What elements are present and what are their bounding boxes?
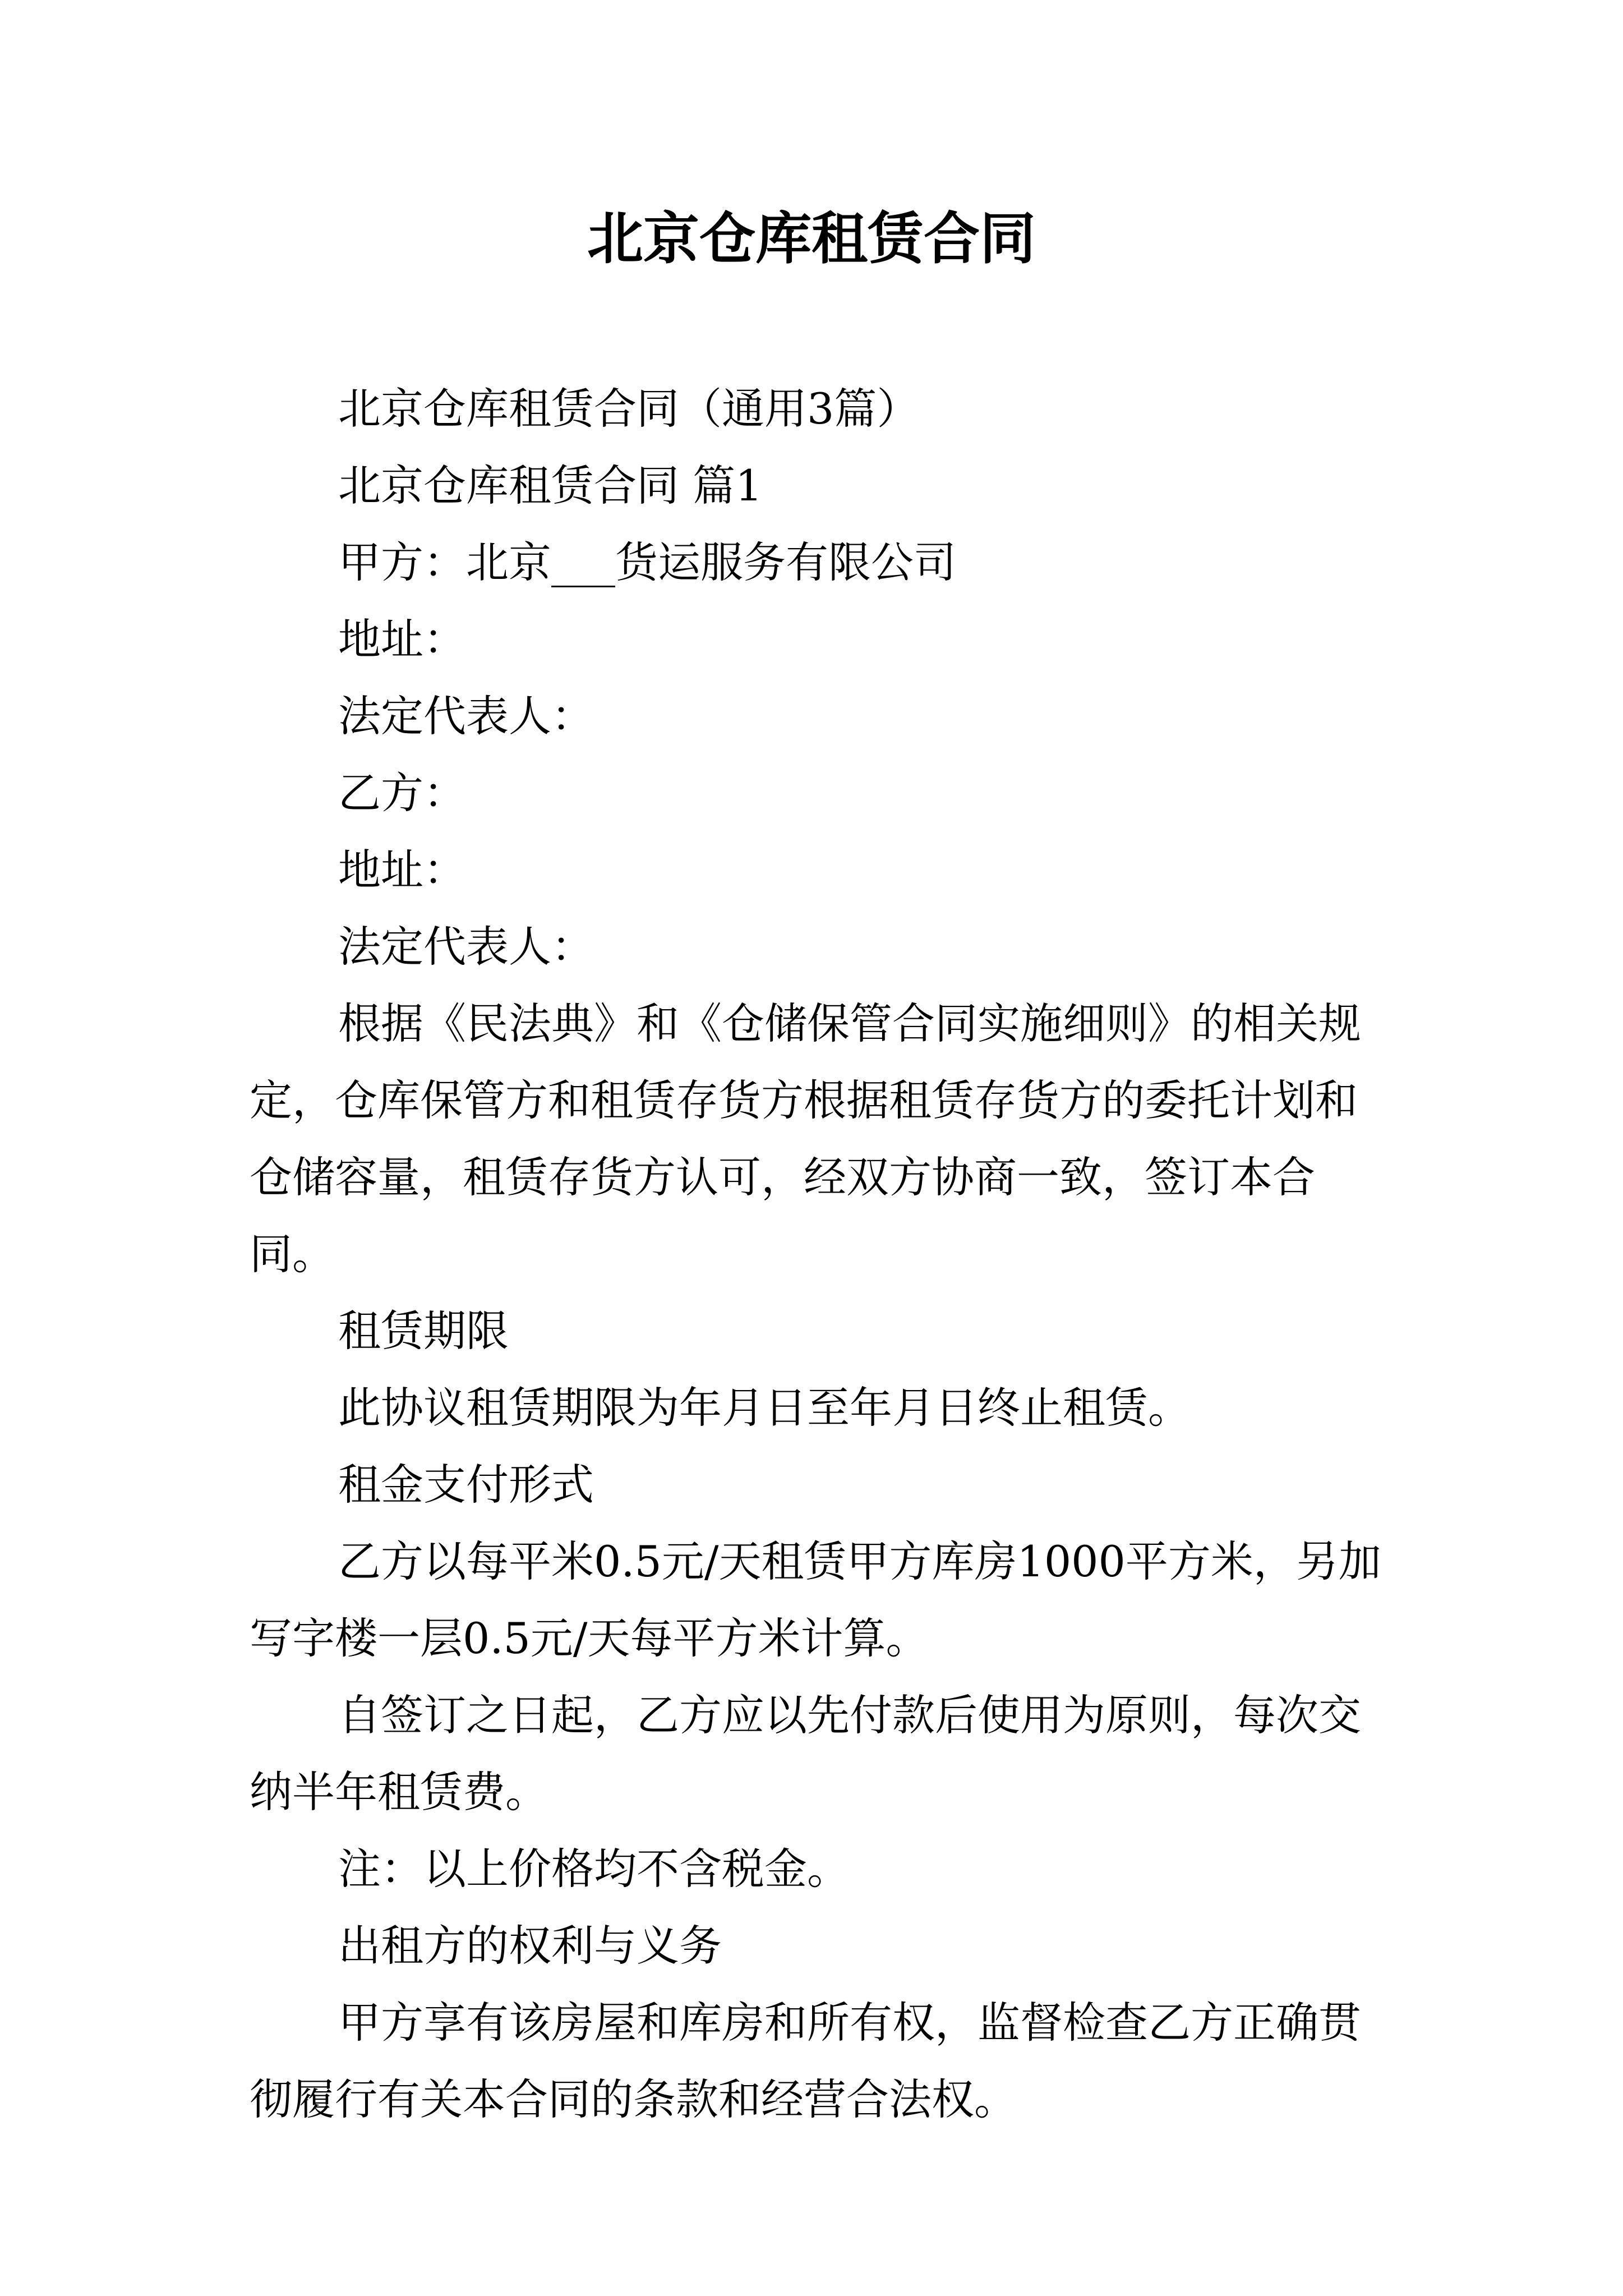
paragraph-subtitle: 北京仓库租赁合同（通用3篇）	[338, 384, 920, 434]
paragraph-heading-rent-payment: 租金支付形式	[338, 1460, 594, 1510]
paragraph-party-b-address: 地址：	[338, 845, 466, 895]
paragraph-rent-rate: 乙方以每平米0.5元/天租赁甲方库房1000平方米，另加写字楼一层0.5元/天每平方米计算。	[250, 1536, 1381, 1663]
paragraph-lease-term: 此协议租赁期限为年月日至年月日终止租赁。	[338, 1383, 1191, 1433]
paragraph-tax-note: 注：以上价格均不含税金。	[338, 1844, 850, 1894]
paragraph-party-a: 甲方：北京___货运服务有限公司	[338, 537, 956, 587]
document-body	[250, 370, 1388, 2138]
paragraph-party-a-address: 地址：	[338, 614, 466, 664]
paragraph-heading-lessor-rights: 出租方的权利与义务	[338, 1921, 722, 1971]
paragraph-heading-lease-term: 租赁期限	[338, 1306, 509, 1356]
paragraph-section-heading: 北京仓库租赁合同 篇1	[338, 461, 763, 510]
paragraph-preamble: 根据《民法典》和《仓储保管合同实施细则》的相关规定，仓库保管方和租赁存货方根据租赁存货方的委托计划和仓储容量，租赁存货方认可，经双方协商一致，签订本合同。	[250, 999, 1361, 1279]
paragraph-party-b-representative: 法定代表人：	[338, 922, 594, 972]
paragraph-party-a-representative: 法定代表人：	[338, 691, 594, 741]
paragraph-payment-schedule: 自签订之日起，乙方应以先付款后使用为原则，每次交纳半年租赁费。	[250, 1690, 1361, 1817]
paragraph-party-b: 乙方：	[338, 768, 466, 818]
paragraph-lessor-rights: 甲方享有该房屋和库房和所有权，监督检查乙方正确贯彻履行有关本合同的条款和经营合法权。	[250, 1998, 1361, 2124]
document-title: 北京仓库租赁合同	[587, 205, 1036, 272]
